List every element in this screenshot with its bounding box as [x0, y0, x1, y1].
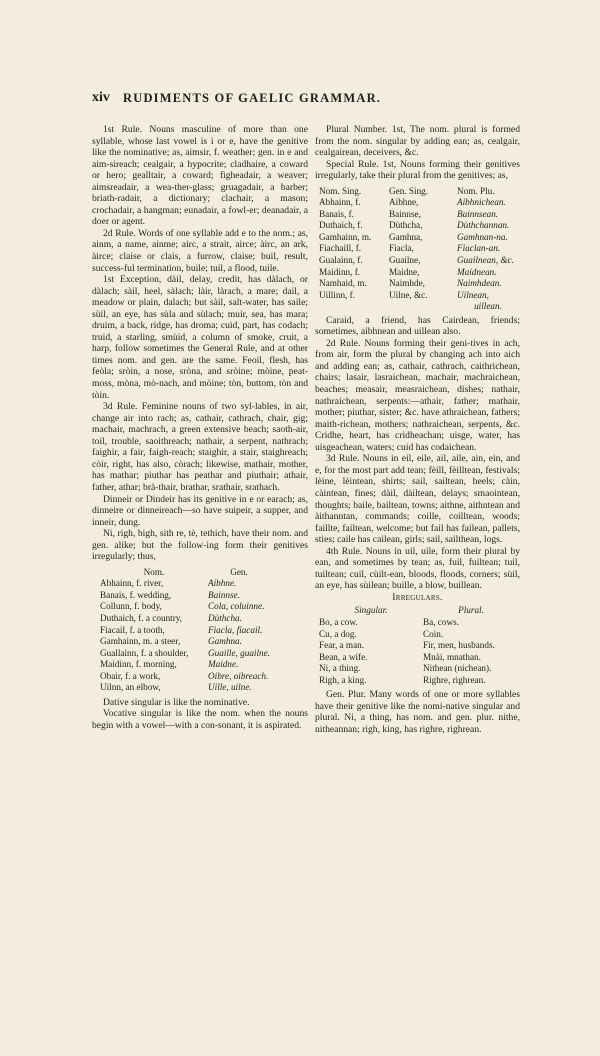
third-rule-paragraph: 3d Rule. Feminine nouns of two syl-lables, in air, change air into rach; as, cathair, cathrach, chair, gig; machair, machrach, a green extensive beach; saoth-air, toil, trouble, saoithreach; nathair, a serpent, nathrach; faighir, a fair, faigh-reach; staighir, a stair, staighreach; còir, right, has also, còrach; likewise, mathair, mother, has mathar; piuthar has peathar and piuthair; athair, father, athar; brà-thair, brathar, srathair, srathach.	[92, 401, 308, 493]
table-row	[100, 648, 270, 660]
table-row	[100, 682, 270, 694]
plural-cell: Ba, cows.	[423, 616, 459, 627]
table-row	[319, 278, 514, 290]
table-row	[319, 197, 514, 209]
gen-cell: Uille, uilne.	[208, 682, 252, 693]
column-header-nom: Nom.	[143, 566, 165, 577]
table-row	[100, 659, 270, 671]
table-row	[319, 220, 514, 232]
table-header-row	[319, 186, 514, 198]
running-title: RUDIMENTS OF GAELIC GRAMMAR.	[123, 91, 382, 105]
irregular-plurals-table	[319, 605, 519, 686]
plural-cell: Righre, righrean.	[423, 674, 486, 685]
gen-sing-cell: Guailne,	[389, 255, 421, 266]
caraid-paragraph: Caraid, a friend, has Cairdean, friends; sometimes, aibhnean and uillean also.	[315, 314, 520, 338]
vocative-paragraph: Vocative singular is like the nom. when the nouns begin with a vowel—with a con-sonant, it is aspirated.	[92, 708, 308, 731]
third-plural-rule-paragraph: 3d Rule. Nouns in eil, eile, ail, aile, ain, ein, and e, for the most part add tean; fèill, fèilltean, festivals; lèine, lèintean, shirts; sail, sailtean, heels; càin, càintean, fines; dàil, dàiltean, delays; smaointean, thoughts; baile, bailtean, towns; aithne, aithntean and àithanntan, commands; coille, coilltean, woods; faillte, failtean, welcome; but fail has failean, pallets, sties; caile has cailean, girls; sail, sailthean, logs.	[315, 453, 520, 546]
gen-cell: Aibhne.	[208, 578, 237, 589]
plural-cell: Fir, men, husbands.	[423, 640, 495, 651]
gen-sing-cell: Maidne,	[389, 266, 420, 277]
table-header-row	[100, 567, 270, 579]
nom-sing-cell: Abhainn, f.	[319, 197, 361, 208]
first-rule-paragraph: 1st Rule. Nouns masculine of more than one syllable, whose last vowel is i or e, have the genitive like the nominative; as, aimsir, f. weather; gen. in e and aim-sireach; cealgair, a hypocrite; cladhaire, a coward or hero; gealltair, a coward; fìgheadair, a weaver; aimsreadair, a wea-ther-glass; gruagadair, a barber; briath-radair, a dictionary; clachair, a mason; crochadair, a hangman; eunadair, a fowl-er; deanadair, a doer or agent.	[92, 124, 308, 228]
nom-plu-cell: Maidnean.	[457, 266, 497, 277]
nom-plu-cell: Guailnean, &c.	[457, 255, 514, 266]
nom-sing-cell: Gualainn, f.	[319, 255, 363, 266]
nom-cell: Fiacail, f. a tooth,	[100, 624, 165, 635]
gen-cell: Bainnse.	[208, 589, 240, 600]
nom-sing-cell: Uillinn, f.	[319, 289, 355, 300]
column-header-singular: Singular.	[354, 605, 388, 616]
nom-cell: Banais, f. wedding,	[100, 589, 172, 600]
table-row	[319, 617, 519, 629]
irregular-genitive-table	[100, 567, 270, 694]
plural-number-paragraph: Plural Number. 1st, The nom. plural is formed from the nom. singular by adding ean; as, cealgair, cealgairean, deceivers, &c.	[315, 124, 520, 159]
nom-cell: Duthaich, f. a country,	[100, 612, 183, 623]
nom-sing-cell: Duthaich, f.	[319, 220, 363, 231]
nom-sing-cell: Gamhainn, m.	[319, 231, 372, 242]
continuation-cell: uillean.	[474, 301, 502, 312]
table-row	[319, 652, 519, 664]
table-row	[100, 590, 270, 602]
table-row	[319, 267, 514, 279]
column-header-nom-plu: Nom. Plu.	[457, 185, 495, 196]
nom-sing-cell: Maidinn, f.	[319, 266, 361, 277]
dative-paragraph: Dative singular is like the nominative.	[103, 696, 250, 708]
special-rule-paragraph: Special Rule. 1st, Nouns forming their genitives irregularly, take their plural from the genitives; as,	[315, 158, 520, 182]
nom-plu-cell: Dùthchannan.	[457, 220, 510, 231]
irregulars-heading: Irregulars.	[392, 591, 443, 603]
nom-plu-cell: Bainnsean.	[457, 208, 499, 219]
page-number: xiv	[92, 90, 110, 105]
first-exception-paragraph: 1st Exception, dàil, delay, credit, has dàlach, or dàlach; sàil, heel, sàlach; làir, làrach, a mare; dail, a meadow or plain, dalach; but sàil, salt-water, has saile; sùil, an eye, has sùla and sùlach; muir, sea, has mara; druim, a back, ridge, has droma; cuid, part, has codach; truid, a starling, smùid, a column of smoke, cruit, a harp, follow sometimes the General Rule, and at other times nom. and gen. are the same. Feoil, flesh, has feòla; sròin, a nose, sròna, and sròine; mòine, peat-moss, mòna, mò-nach, and mòine; tòn, buttom, tòn and tòin.	[92, 274, 308, 401]
table-row	[100, 671, 270, 683]
plural-cell: Mnài, mnathan.	[423, 651, 481, 662]
column-header-plural: Plural.	[458, 605, 484, 616]
gen-sing-cell: Gamhna,	[389, 231, 423, 242]
right-column	[315, 124, 520, 735]
irregular-plural-table	[319, 186, 514, 313]
table-row	[100, 613, 270, 625]
table-row	[100, 601, 270, 613]
nom-plu-cell: Uilnean,	[457, 289, 489, 300]
gen-sing-cell: Dùthcha,	[389, 220, 423, 231]
genitive-plural-paragraph: Gen. Plur. Many words of one or more syllables have their genitive like the nomi-native singular and plural. Ni, a thing, has nom. and gen. plur. nithe, nitheannan; righ, king, has righre, righrean.	[315, 689, 520, 735]
irregular-genitives-intro: Ni, righ, bigh, sith re, tè, tethich, have their nom. and gen. alike; but the follow-ing form their genitives irregularly; thus,	[92, 528, 308, 563]
plural-cell: Coin.	[423, 628, 444, 639]
table-row	[319, 301, 514, 313]
table-row	[319, 675, 519, 687]
table-row	[319, 243, 514, 255]
nom-sing-cell: Banais, f.	[319, 208, 354, 219]
table-row	[319, 232, 514, 244]
table-row	[100, 636, 270, 648]
second-rule-paragraph: 2d Rule. Words of one syllable add e to the nom.; as, ainm, a name, ainme; airc, a strait, airce; àirc, an ark, àirce; claise or clais, a furrow, claise; buil, result, success-ful termination, buile; tuil, a flood, tuile.	[92, 227, 308, 274]
table-row	[319, 209, 514, 221]
gen-sing-cell: Bainnse,	[389, 208, 421, 219]
nom-cell: Guallainn, f. a shoulder,	[100, 647, 189, 658]
left-column	[92, 124, 308, 731]
nom-cell: Obair, f. a work,	[100, 670, 161, 681]
gen-cell: Maidne.	[208, 659, 239, 670]
gen-sing-cell: Fiacla,	[389, 243, 414, 254]
table-row	[319, 255, 514, 267]
singular-cell: Bo, a cow.	[319, 616, 358, 627]
singular-cell: Cu, a dog.	[319, 628, 357, 639]
nom-sing-cell: Fiachaill, f.	[319, 243, 362, 254]
nom-plu-cell: Fiaclan-an.	[457, 243, 501, 254]
table-row	[100, 578, 270, 590]
gen-sing-cell: Aibhne,	[389, 197, 419, 208]
column-header-gen-sing: Gen. Sing.	[389, 185, 429, 196]
nom-cell: Maidinn, f. morning,	[100, 659, 177, 670]
nom-plu-cell: Naimhdean.	[457, 278, 502, 289]
nom-cell: Collunn, f. body,	[100, 601, 162, 612]
singular-cell: Fear, a man.	[319, 640, 365, 651]
gen-cell: Guaille, guailne.	[208, 647, 271, 658]
nom-plu-cell: Gamhnan-na.	[457, 231, 508, 242]
nom-cell: Abhainn, f. river,	[100, 578, 164, 589]
singular-cell: Righ, a king.	[319, 674, 367, 685]
plural-cell: Nithean (nichean).	[423, 663, 492, 674]
nom-sing-cell: Namhaid, m.	[319, 278, 367, 289]
gen-cell: Dùthcha.	[208, 612, 242, 623]
dinneir-paragraph: Dinneir or Dindeir has its genitive in e or earach; as, dinneire or dinneireach—so have suipeir, a supper, and inneir, dung.	[92, 493, 308, 528]
column-header-gen: Gen.	[230, 566, 248, 577]
table-header-row	[319, 605, 519, 617]
nom-cell: Uilnn, an elbow,	[100, 682, 161, 693]
nom-plu-cell: Aibhnichean.	[457, 197, 506, 208]
table-row	[319, 640, 519, 652]
singular-cell: Bean, a wife.	[319, 651, 368, 662]
gen-sing-cell: Uilne, &c.	[389, 289, 428, 300]
gen-cell: Oibre, oibreach.	[208, 670, 269, 681]
table-row	[319, 663, 519, 675]
second-plural-rule-paragraph: 2d Rule. Nouns forming their geni-tives in ach, from air, form the plural by changing ach into aich and adding ean; as, cathair, cathrach, caithrichean, chairs; lasair, lasraichean, machair, machraichean, beaches; measair, measraichean, dishes; nathair, nathraichean, serpents:—athair, father; mathair, mother; piuthar, sister; &c. have athraichean, fathers; maith-richean, mothers; nathraichean, serpents, &c. Cridhe, heart, has cridheachan; uisge, water, has uisgeachean, waters; cuid has codaichean.	[315, 337, 520, 453]
gen-cell: Cola, coluinne.	[208, 601, 265, 612]
gen-cell: Fiacla, fiacail.	[208, 624, 263, 635]
column-header-nom-sing: Nom. Sing.	[319, 185, 362, 196]
table-row	[100, 625, 270, 637]
fourth-plural-rule-paragraph: 4th Rule. Nouns in uil, uile, form their plural by ean, and sometimes by tean; as, fuil, fuiltean; tuil, tuiltean; cuil, cùilt-ean, bloods, floods, corners; sùil, an eye, has sùilean; buille, a blow, buillean.	[315, 545, 520, 592]
gen-cell: Gamhna.	[208, 636, 242, 647]
nom-cell: Gamhainn, m. a steer,	[100, 636, 181, 647]
gen-sing-cell: Naimhde,	[389, 278, 425, 289]
table-row	[319, 629, 519, 641]
table-row	[319, 290, 514, 302]
singular-cell: Ni, a thing.	[319, 663, 361, 674]
